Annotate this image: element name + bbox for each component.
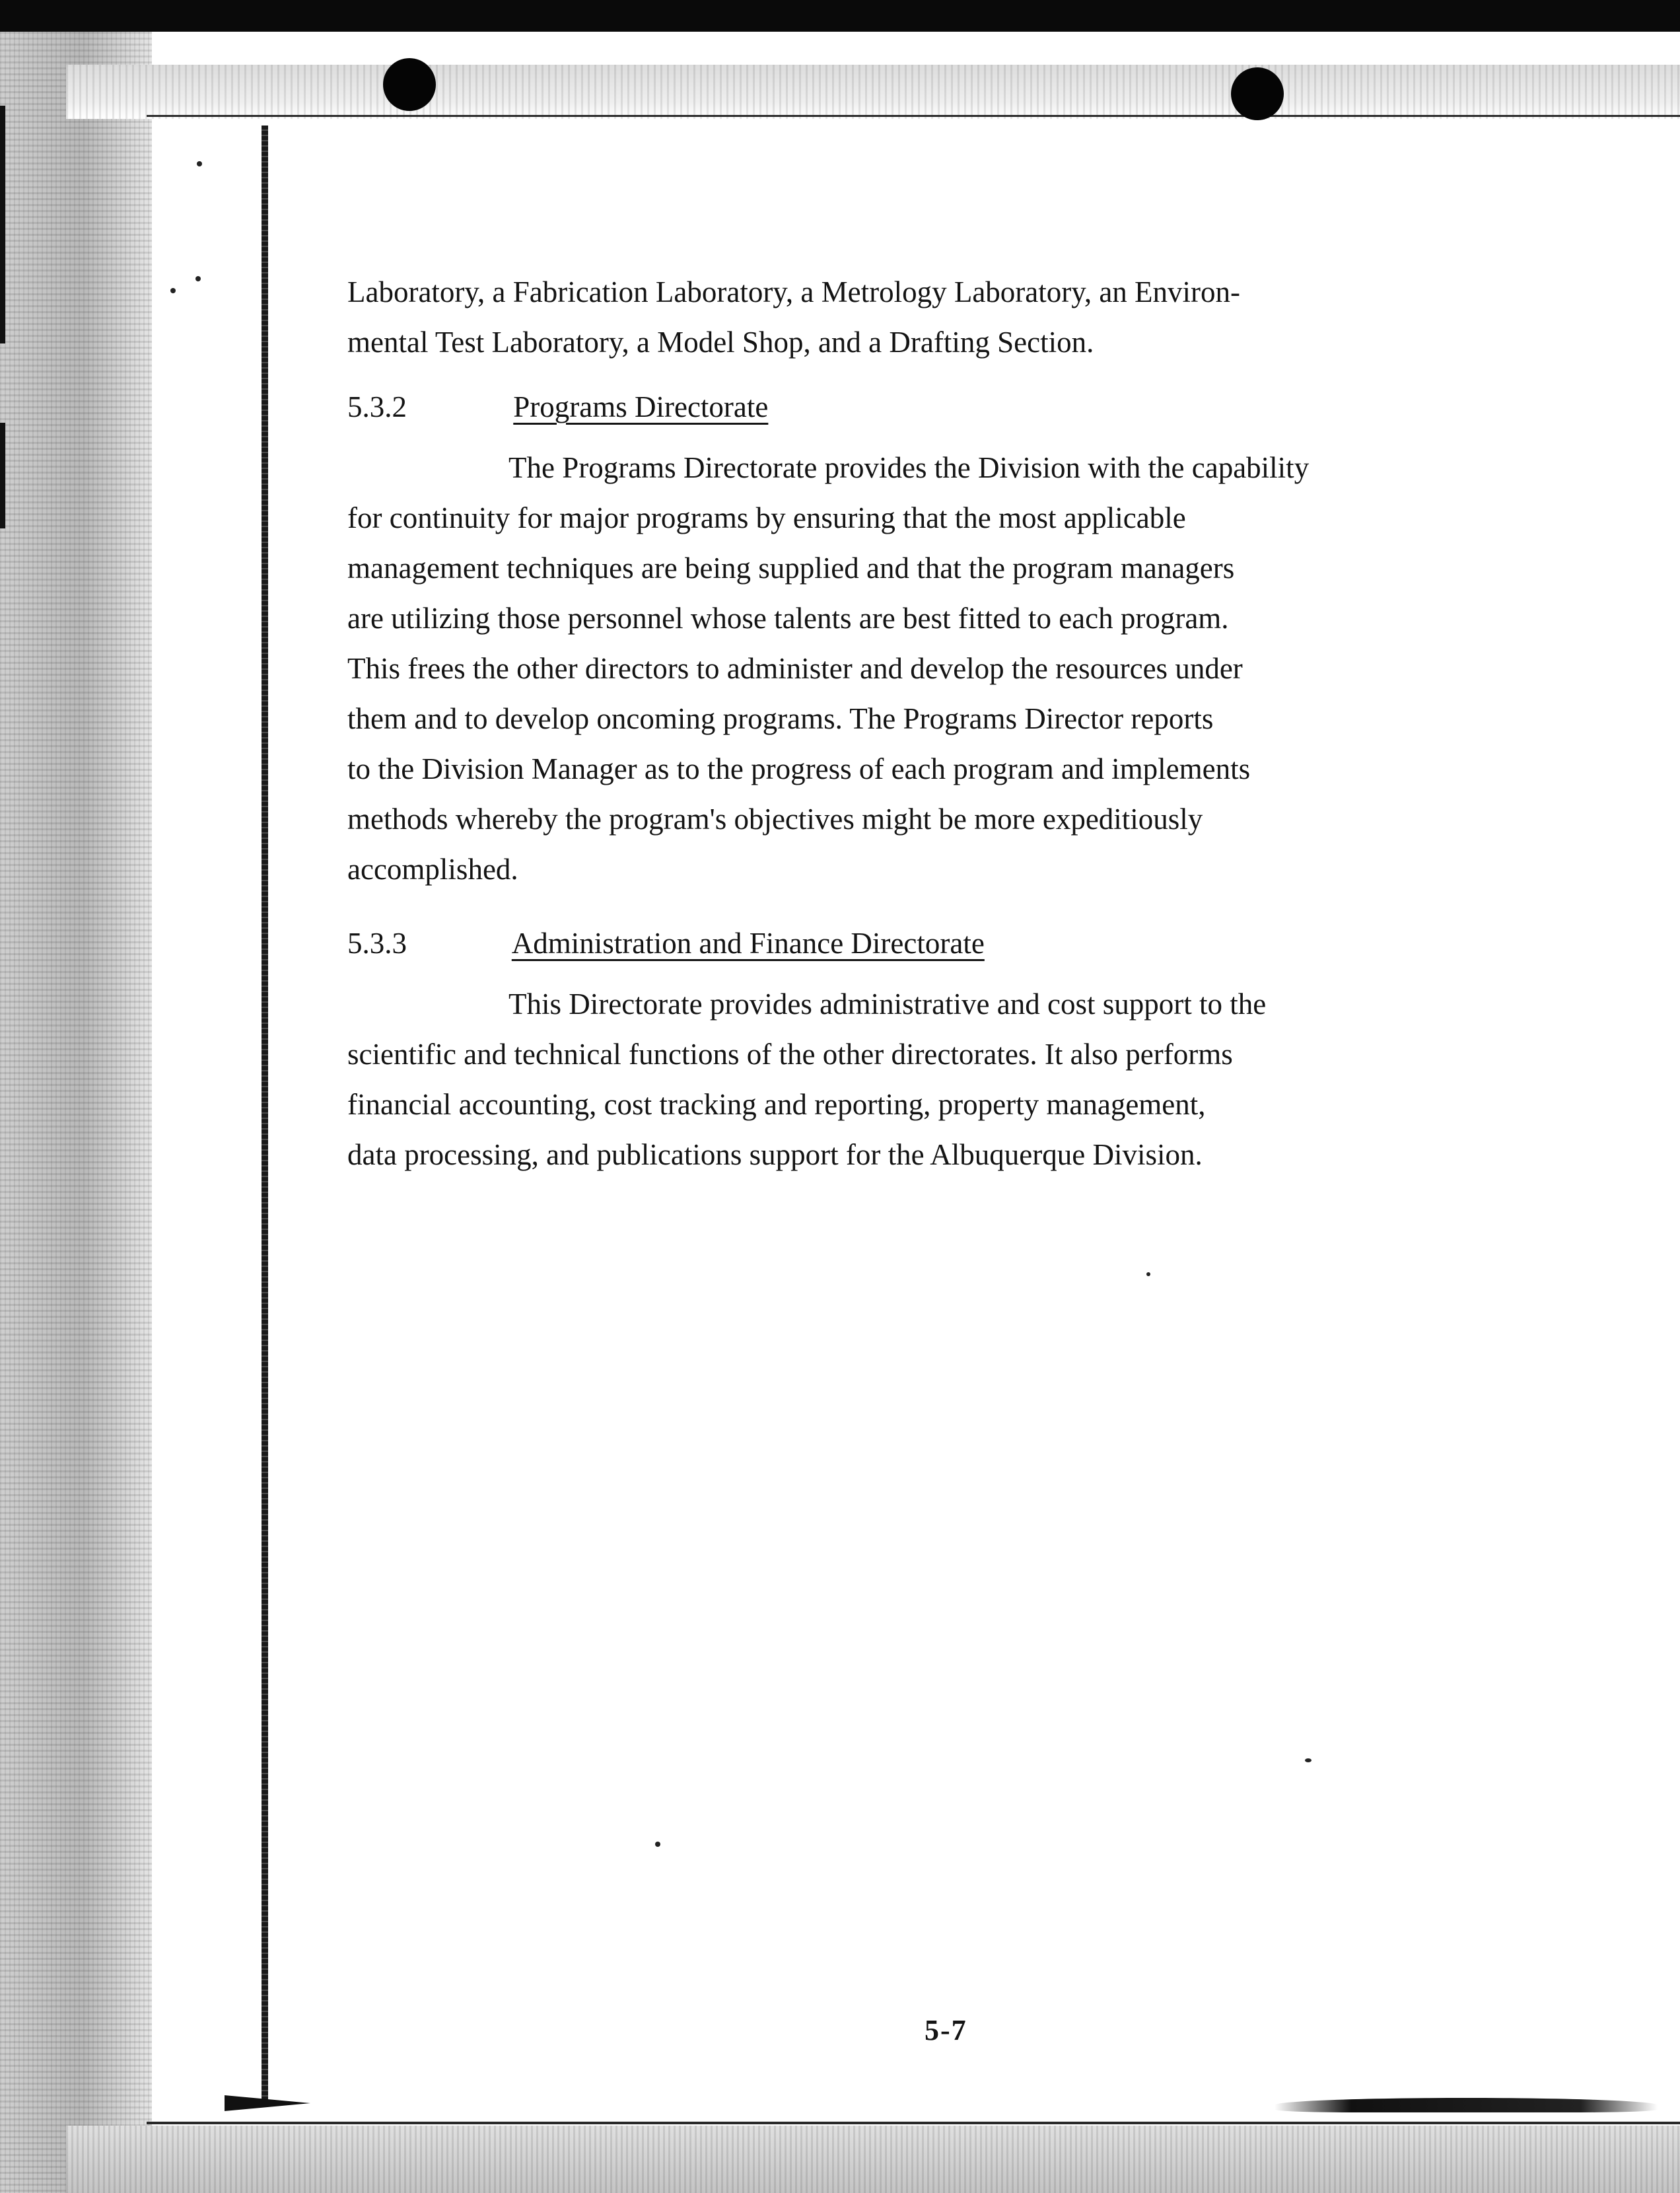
text-line: to the Division Manager as to the progress of each program and implements [347,752,1251,785]
punch-hole [383,58,436,111]
text-line: them and to develop oncoming programs. The Programs Director reports [347,702,1214,735]
scan-top-margin [66,65,1680,119]
section-heading [347,390,768,424]
section-title: Programs Directorate [513,390,769,423]
text-line: This Directorate provides administrative and cost support to the [508,988,1267,1021]
text-line: for continuity for major programs by ensuring that the most applicable [347,501,1186,534]
intro-paragraph [347,267,1536,367]
scan-smudge [1275,2098,1658,2112]
text-line: methods whereby the program's objectives might be more expeditiously [347,803,1203,836]
text-line: Laboratory, a Fabrication Laboratory, a Metrology Laboratory, an Environ- [347,275,1240,308]
binding-rule-foot [225,2095,310,2111]
punch-hole [1231,67,1284,120]
text-line: This frees the other directors to administer and develop the resources under [347,652,1243,685]
section-number: 5.3.3 [347,927,407,960]
text-line: mental Test Laboratory, a Model Shop, and a Drafting Section. [347,326,1094,359]
text-line: management techniques are being supplied and that the program managers [347,552,1235,585]
scan-left-margin [0,32,152,2193]
scan-speck [195,276,201,281]
page-frame-bottom [147,2122,1680,2124]
text-line: financial accounting, cost tracking and reporting, property management, [347,1088,1206,1121]
scan-speck [655,1842,660,1847]
scan-top-border [0,0,1680,32]
page-frame-top [147,115,1680,117]
text-line: data processing, and publications support for the Albuquerque Division. [347,1138,1203,1171]
section-title: Administration and Finance Directorate [511,927,985,960]
section-number: 5.3.2 [347,390,407,423]
scan-edge-mark [0,106,5,343]
text-line: The Programs Directorate provides the Division with the capability [508,451,1310,484]
scan-speck [1146,1272,1150,1276]
text-line: are utilizing those personnel whose talents are best fitted to each program. [347,602,1229,635]
scan-speck [197,161,202,166]
section-heading [347,926,985,960]
scan-edge-mark [0,423,5,528]
scan-speck [170,288,176,293]
scan-speck [1305,1758,1312,1762]
section-paragraph [347,443,1536,894]
section-paragraph [347,979,1536,1180]
text-line: scientific and technical functions of the other directorates. It also performs [347,1038,1233,1071]
scan-bottom-margin [66,2126,1680,2193]
page-number: 5-7 [925,2014,967,2046]
text-line: accomplished. [347,853,518,886]
binding-rule [262,126,268,2104]
